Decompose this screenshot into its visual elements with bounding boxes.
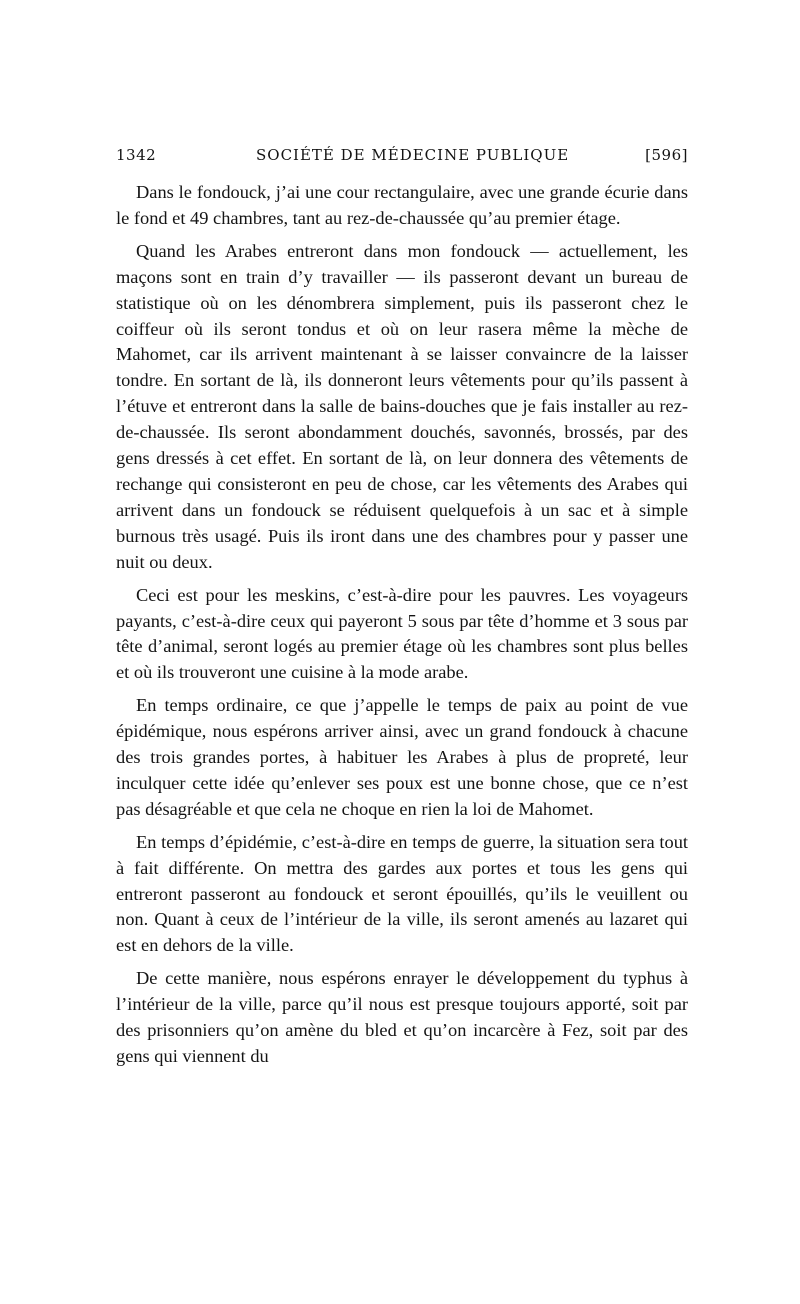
paragraph-typhus: De cette manière, nous espérons enrayer le développement du typhus à l’intérieur de la ville, parce qu’il nous est presque toujours apporté, soit par des prisonniers qu’on amène du bled et qu’on incarcère à Fez, soit par des gens qui viennent du: [116, 968, 688, 1066]
body-text: [116, 180, 688, 1070]
running-head: [116, 140, 688, 170]
book-page: [116, 140, 688, 1077]
paragraph-arrival-procedure: Quand les Arabes entreront dans mon fondouck — actuellement, les maçons sont en train d’y travailler — ils passeront devant un bureau de statistique où on les dénombrera simplement, puis ils passeront chez le coiffeur où ils seront tondus et où on leur rasera même la mèche de Mahomet, car ils arrivent maintenant à se laisser convaincre de la laisser tondre. En sortant de là, ils donneront leurs vêtements pour qu’ils passent à l’étuve et entreront dans la salle de bains-douches que je fais installer au rez-de-chaussée. Ils seront abondamment douchés, savonnés, brossés, par des gens dressés à cet effet. En sortant de là, on leur donnera des vêtements de rechange qui consisteront en peu de chose, car les vêtements des Arabes qui arrivent dans un fondouck se réduisent quelquefois à un sac et à simple burnous très usagé. Puis ils iront dans une des chambres pour y passer une nuit ou deux.: [116, 240, 688, 572]
paragraph-fondouck-layout: Dans le fondouck, j’ai une cour rectangulaire, avec une grande écurie dans le fond et 49 chambres, tant au rez-de-chaussée qu’au premier étage.: [116, 182, 688, 228]
paragraph-ordinary-times: En temps ordinaire, ce que j’appelle le temps de paix au point de vue épidémique, nous espérons arriver ainsi, avec un grand fondouck à chacune des trois grandes portes, à habituer les Arabes à plus de propreté, leur inculquer cette idée qu’enlever ses poux est une bonne chose, que ce n’est pas désagréable et que cela ne choque en rien la loi de Mahomet.: [116, 695, 688, 819]
running-title: SOCIÉTÉ DE MÉDECINE PUBLIQUE: [256, 146, 570, 164]
paragraph-epidemic-times: En temps d’épidémie, c’est-à-dire en temps de guerre, la situation sera tout à fait différente. On mettra des gardes aux portes et tous les gens qui entreront passeront au fondouck et seront épouillés, qu’ils le veuillent ou non. Quant à ceux de l’intérieur de la ville, ils seront amenés au lazaret qui est en dehors de la ville.: [116, 831, 688, 956]
page-number: 1342: [116, 146, 157, 164]
paragraph-paying-travellers: Ceci est pour les meskins, c’est-à-dire pour les pauvres. Les voyageurs payants, c’est-à-dire ceux qui payeront 5 sous par tête d’homme et 3 sous par tête d’animal, seront logés au premier étage où les chambres sont plus belles et où ils trouveront une cuisine à la mode arabe.: [116, 584, 688, 683]
page-reference: [596]: [645, 146, 688, 164]
